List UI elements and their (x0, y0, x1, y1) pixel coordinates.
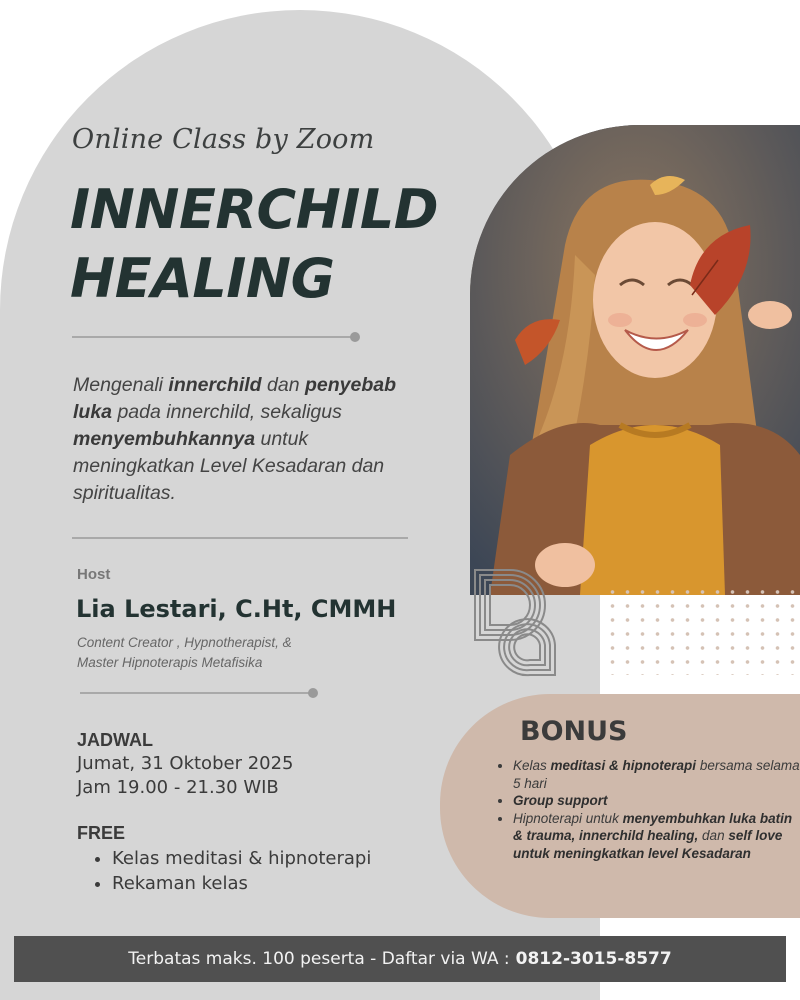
ring-pattern-icon (470, 560, 595, 685)
bonus-text: Kelas (513, 758, 551, 773)
host-label: Host (77, 566, 111, 583)
bonus-text: Hipnoterapi untuk (513, 810, 623, 826)
desc-text: pada innerchild, sekaligus (112, 401, 342, 423)
event-subtitle: Online Class by Zoom (72, 124, 375, 155)
host-divider (80, 692, 313, 694)
event-title-line1: INNERCHILD (70, 178, 439, 241)
bonus-item (513, 810, 800, 863)
free-list (77, 846, 371, 896)
bonus-highlight: menyembuhkan luka batin & trauma, innerchild healing, (513, 810, 793, 843)
schedule-date: Jumat, 31 Oktober 2025 (77, 753, 294, 774)
bonus-item (513, 757, 800, 792)
bonus-item (513, 792, 800, 810)
bonus-highlight: meditasi & hipnoterapi (550, 758, 697, 773)
bonus-highlight: self love untuk meningkatkan level Kesadaran (513, 828, 783, 861)
free-label: FREE (77, 823, 126, 843)
girl-autumn-photo (470, 125, 800, 595)
host-role (77, 633, 292, 673)
schedule-label: JADWAL (77, 730, 153, 750)
divider-dot (308, 688, 318, 698)
bonus-highlight: Group support (513, 793, 608, 808)
whatsapp-number[interactable]: 0812-3015-8577 (515, 949, 672, 969)
free-item: • Kelas meditasi & hipnoterapi (112, 846, 371, 871)
event-description (73, 372, 403, 507)
desc-highlight: innerchild (168, 374, 262, 396)
schedule-time: Jam 19.00 - 21.30 WIB (77, 777, 279, 798)
bonus-title: BONUS (520, 716, 628, 747)
event-title-line2: HEALING (70, 247, 335, 310)
desc-text: dan (261, 374, 305, 396)
host-name: Lia Lestari, C.Ht, CMMH (76, 595, 397, 623)
bonus-text: dan (698, 828, 729, 843)
divider-dot (350, 332, 360, 342)
desc-text: untuk meningkatkan Level Kesadaran dan spiritualitas. (73, 428, 385, 504)
free-item: • Rekaman kelas (112, 871, 371, 896)
host-role-line: Master Hipnoterapis Metafisika (77, 655, 263, 670)
title-divider (72, 336, 355, 338)
dot-pattern (605, 585, 795, 675)
girl-photo-illustration (470, 125, 800, 595)
bonus-list (495, 757, 800, 862)
bonus-text: bersama selama 5 hari (513, 758, 800, 791)
registration-footer-bar (14, 936, 786, 982)
desc-text: Mengenali (73, 374, 169, 396)
desc-highlight: menyembuhkannya (73, 428, 256, 450)
footer-text: Terbatas maks. 100 peserta - Daftar via WA : (128, 949, 510, 969)
description-divider (72, 537, 408, 539)
host-role-line: Content Creator , Hypnotherapist, & (77, 635, 292, 650)
desc-highlight: penyebab luka (73, 374, 396, 423)
